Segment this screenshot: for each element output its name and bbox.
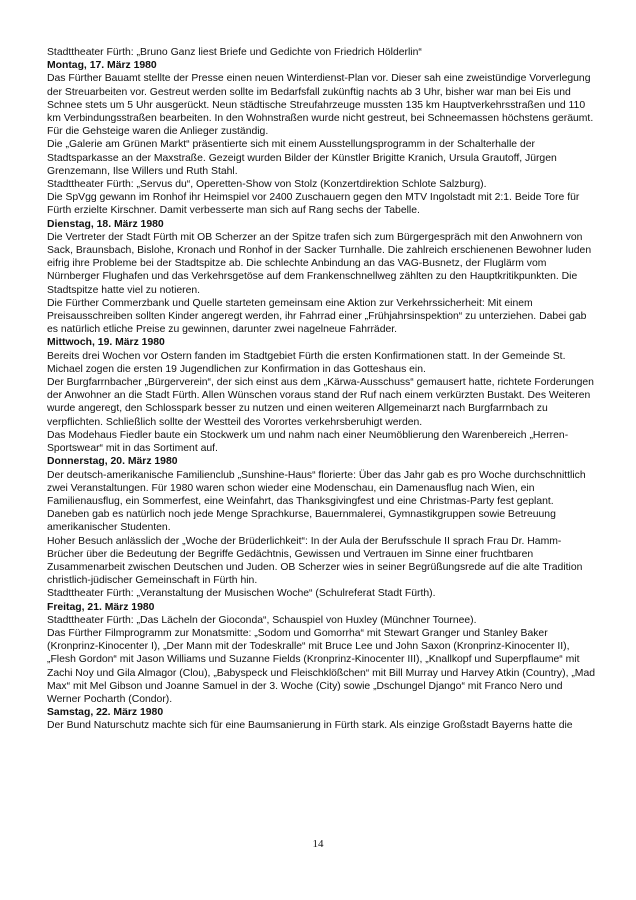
paragraph: Die Vertreter der Stadt Fürth mit OB Scherzer an der Spitze trafen sich zum Bürgergespräch mit den Anwohnern von Sack, Braunsbach, Bislohe, Kronach und Ronhof in der Sacker Turnhalle. Die zahlreich erschienenen Bewohner luden eifrig ihre Probleme bei der Stadtspitze ab. Die schlechte Anbindung an das VAG-Busnetz, der Fluglärm vom Nürnberger Flughafen und das Verkehrsgetöse auf dem Frankenschnellweg zählten zu den Hauptkritikpunkten. Die Stadtspitze hatte viel zu notieren. — [47, 231, 592, 296]
section-freitag — [47, 601, 595, 707]
section-heading: Dienstag, 18. März 1980 — [47, 218, 164, 230]
section-donnerstag — [47, 455, 595, 600]
paragraph: Hoher Besuch anlässlich der „Woche der Brüderlichkeit“: In der Aula der Berufsschule II sprach Frau Dr. Hamm-Brücher über die Bedeutung der Begriffe Gedächtnis, Gewissen und Vertrauen im Sinne einer fruchtbaren Zusammenarbeit zwischen Deutschen und Juden. OB Scherzer wies in seiner Begrüßungsrede auf die alte Tradition christlich-jüdischer Gemeinschaft in Fürth hin. — [47, 535, 583, 587]
paragraph: Die SpVgg gewann im Ronhof ihr Heimspiel vor 2400 Zuschauern gegen den MTV Ingolstadt mit 2:1. Beide Tore für Fürth erzielte Kirschner. Damit verbesserte man sich auf Rang sechs der Tabelle. — [47, 192, 580, 217]
page-number: 14 — [312, 838, 324, 850]
paragraph: Stadttheater Fürth: „Das Lächeln der Gioconda“, Schauspiel von Huxley (Münchner Tournee). — [47, 614, 477, 626]
section-samstag — [47, 706, 595, 732]
paragraph: Der Bund Naturschutz machte sich für eine Baumsanierung in Fürth stark. Als einzige Großstadt Bayerns hatte die — [47, 720, 573, 732]
section-montag — [47, 59, 595, 217]
intro-line: Stadttheater Fürth: „Bruno Ganz liest Briefe und Gedichte von Friedrich Hölderlin“ — [47, 47, 422, 58]
section-dienstag — [47, 218, 595, 337]
section-heading: Donnerstag, 20. März 1980 — [47, 456, 178, 468]
document-page — [47, 46, 595, 733]
paragraph: Bereits drei Wochen vor Ostern fanden im Stadtgebiet Fürth die ersten Konfirmationen statt. In der Gemeinde St. Michael zogen die ersten 19 Jugendlichen zur Konfirmation in das Gotteshaus ein. — [47, 350, 566, 375]
paragraph: Das Modehaus Fiedler baute ein Stockwerk um und nahm nach einer Neumöblierung den Warenbereich „Herren-Sportswear“ mit in das Sortiment auf. — [47, 429, 569, 455]
paragraph: Das Fürther Filmprogramm zur Monatsmitte: „Sodom und Gomorrha“ mit Stewart Granger und Stanley Baker (Kronprinz-Kinocenter I), „Der Mann mit der Todeskralle“ mit Bruce Lee und John Saxon (Kronprinz-Kinocenter II), „Flesh Gordon“ mit Jason Williams und Suzanne Fields (Kronprinz-Kinocenter III), „Knallkopf und Superpflaume“ mit Zachi Noy und Gila Almagor (Clou), „Babyspeck und Fleischklößchen“ mit Bill Murray und Harvey Atkin (Country), „Mad Max“ mit Mel Gibson und Joanne Samuel in der 3. Woche (City) sowie „Dschungel Django“ mit Franco Nero und Werner Pocharth (Condor). — [47, 627, 596, 705]
paragraph: Der Burgfarrnbacher „Bürgerverein“, der sich einst aus dem „Kärwa-Ausschuss“ gemausert hatte, richtete Forderungen der Anwohner an die Stadt Fürth. Allen Wünschen voraus stand der Ruf nach einem verkürzten Bustakt. Des Weiteren wurde angeregt, den Schlosspark besser zu nutzen und einen weiteren Allgemeinarzt nach Burgfarrnbach zu verpflichten. Schließlich sollte der Westteil des Vorortes verkehrsberuhigt werden. — [47, 377, 594, 428]
section-heading: Samstag, 22. März 1980 — [47, 707, 164, 719]
paragraph: Stadttheater Fürth: „Veranstaltung der Musischen Woche“ (Schulreferat Stadt Fürth). — [47, 588, 436, 600]
paragraph: Der deutsch-amerikanische Familienclub „Sunshine-Haus“ florierte: Über das Jahr gab es pro Woche durchschnittlich zwei Veranstaltungen. Für 1980 waren schon wieder eine Modenschau, ein Damenausflug nach Wien, ein Familienausflug, ein Sommerfest, eine Weinfahrt, das Thanksgivingfest und eine Christmas-Party fest geplant. Daneben gab es natürlich noch jede Menge Sprachkurse, Bauernmalerei, Gymnastikgruppen sowie Betreuung amerikanischer Studenten. — [47, 469, 586, 534]
paragraph: Die Fürther Commerzbank und Quelle starteten gemeinsam eine Aktion zur Verkehrssicherheit: Mit einem Preisausschreiben sollten Kinder angeregt werden, ihr Fahrrad einer „Frühjahrsinspektion“ zu unterziehen. Dabei gab es natürlich etliche Preise zu gewinnen, darunter zwei nagelneue Fahrräder. — [47, 297, 587, 336]
paragraph: Stadttheater Fürth: „Servus du“, Operetten-Show von Stolz (Konzertdirektion Schlote Salzburg). — [47, 179, 487, 191]
section-heading: Montag, 17. März 1980 — [47, 60, 157, 72]
section-heading: Mittwoch, 19. März 1980 — [47, 337, 165, 349]
section-mittwoch — [47, 336, 595, 455]
paragraph: Das Fürther Bauamt stellte der Presse einen neuen Winterdienst-Plan vor. Dieser sah eine zweistündige Vorverlegung der Streuarbeiten vor. Gestreut werden sollte im Bedarfsfall zukünftig nachts ab 3 Uhr, bisher war man bei Eis und Schnee stets um 5 Uhr ausgerückt. Neun städtische Streufahrzeuge mussten 135 km Hauptverkehrsstraßen und 110 km Verbindungsstraßen bearbeiten. In den Wohnstraßen wurde nicht gestreut, bei Schneemassen höchstens geräumt. Für die Gehsteige waren die Anlieger zuständig. — [47, 73, 594, 138]
paragraph: Die „Galerie am Grünen Markt“ präsentierte sich mit einem Ausstellungsprogramm in der Schalterhalle der Stadtsparkasse an der Maxstraße. Gezeigt wurden Bilder der Künstler Brigitte Kranich, Ursula Grautoff, Jürgen Grenzemann, Ilse Willers und Ruth Stahl. — [47, 139, 557, 177]
section-heading: Freitag, 21. März 1980 — [47, 601, 155, 613]
